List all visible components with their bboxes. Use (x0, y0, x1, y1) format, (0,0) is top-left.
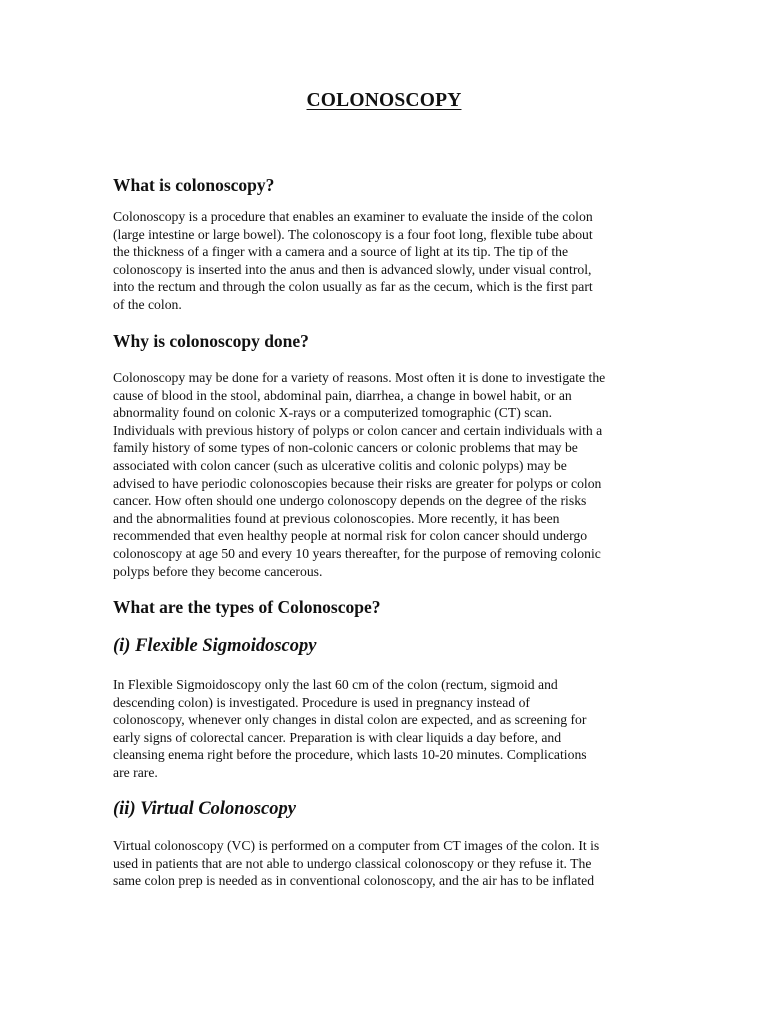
paragraph-line: descending colon) is investigated. Procedure is used in pregnancy instead of (113, 694, 530, 710)
paragraph-line: early signs of colorectal cancer. Preparation is with clear liquids a day before, and (113, 729, 562, 745)
paragraph-line: and the abnormalities found at previous colonoscopies. More recently, it has been (113, 510, 560, 526)
paragraph-line: cause of blood in the stool, abdominal pain, diarrhea, a change in bowel habit, or an (113, 387, 572, 403)
paragraph-line: used in patients that are not able to undergo classical colonoscopy or they refuse it. The (113, 855, 592, 871)
paragraph-line: Individuals with previous history of polyps or colon cancer and certain individuals with a (113, 422, 603, 438)
paragraph-why-is-colonoscopy-done (113, 369, 658, 580)
paragraph-line: into the rectum and through the colon usually as far as the cecum, which is the first part (113, 279, 593, 295)
paragraph-line: cancer. How often should one undergo colonoscopy depends on the degree of the risks (113, 493, 587, 509)
paragraph-line: colonoscopy, whenever only changes in distal colon are expected, and as screening for (113, 712, 587, 728)
paragraph-flexible-sigmoidoscopy (113, 676, 658, 782)
paragraph-line: colonoscopy is inserted into the anus and then is advanced slowly, under visual control, (113, 261, 592, 277)
paragraph-virtual-colonoscopy (113, 837, 658, 890)
document-title: COLONOSCOPY (306, 90, 462, 111)
paragraph-line: associated with colon cancer (such as ulcerative colitis and colonic polyps) may be (113, 457, 567, 473)
paragraph-line: recommended that even healthy people at normal risk for colon cancer should undergo (113, 528, 588, 544)
paragraph-line: of the colon. (113, 296, 182, 312)
paragraph-line: In Flexible Sigmoidoscopy only the last 60 cm of the colon (rectum, sigmoid and (113, 677, 558, 692)
paragraph-line: Colonoscopy is a procedure that enables an examiner to evaluate the inside of the colon (113, 209, 593, 224)
paragraph-line: Colonoscopy may be done for a variety of reasons. Most often it is done to investigate the (113, 370, 606, 385)
paragraph-line: same colon prep is needed as in conventional colonoscopy, and the air has to be inflated (113, 873, 595, 889)
heading-types-of-colonoscope: What are the types of Colonoscope? (113, 597, 381, 617)
paragraph-line: polyps before they become cancerous. (113, 563, 323, 579)
paragraph-line: (large intestine or large bowel). The colonoscopy is a four foot long, flexible tube about (113, 226, 593, 242)
paragraph-line: the thickness of a finger with a camera and a source of light at its tip. The tip of the (113, 244, 569, 260)
paragraph-line: abnormality found on colonic X-rays or a computerized tomographic (CT) scan. (113, 405, 553, 421)
paragraph-line: cleansing enema right before the procedure, which lasts 10-20 minutes. Complications (113, 747, 587, 763)
heading-flexible-sigmoidoscopy: (i) Flexible Sigmoidoscopy (113, 636, 317, 656)
paragraph-line: advised to have periodic colonoscopies because their risks are greater for polyps or colon (113, 475, 602, 491)
heading-why-is-colonoscopy-done: Why is colonoscopy done? (113, 331, 309, 351)
paragraph-line: are rare. (113, 764, 158, 780)
paragraph-what-is-colonoscopy (113, 208, 658, 314)
heading-virtual-colonoscopy: (ii) Virtual Colonoscopy (113, 799, 296, 819)
heading-what-is-colonoscopy: What is colonoscopy? (113, 175, 275, 195)
paragraph-line: Virtual colonoscopy (VC) is performed on a computer from CT images of the colon. It is (113, 838, 600, 853)
paragraph-line: family history of some types of non-colonic cancers or colonic problems that may be (113, 440, 578, 456)
paragraph-line: colonoscopy at age 50 and every 10 years thereafter, for the purpose of removing colonic (113, 545, 601, 561)
